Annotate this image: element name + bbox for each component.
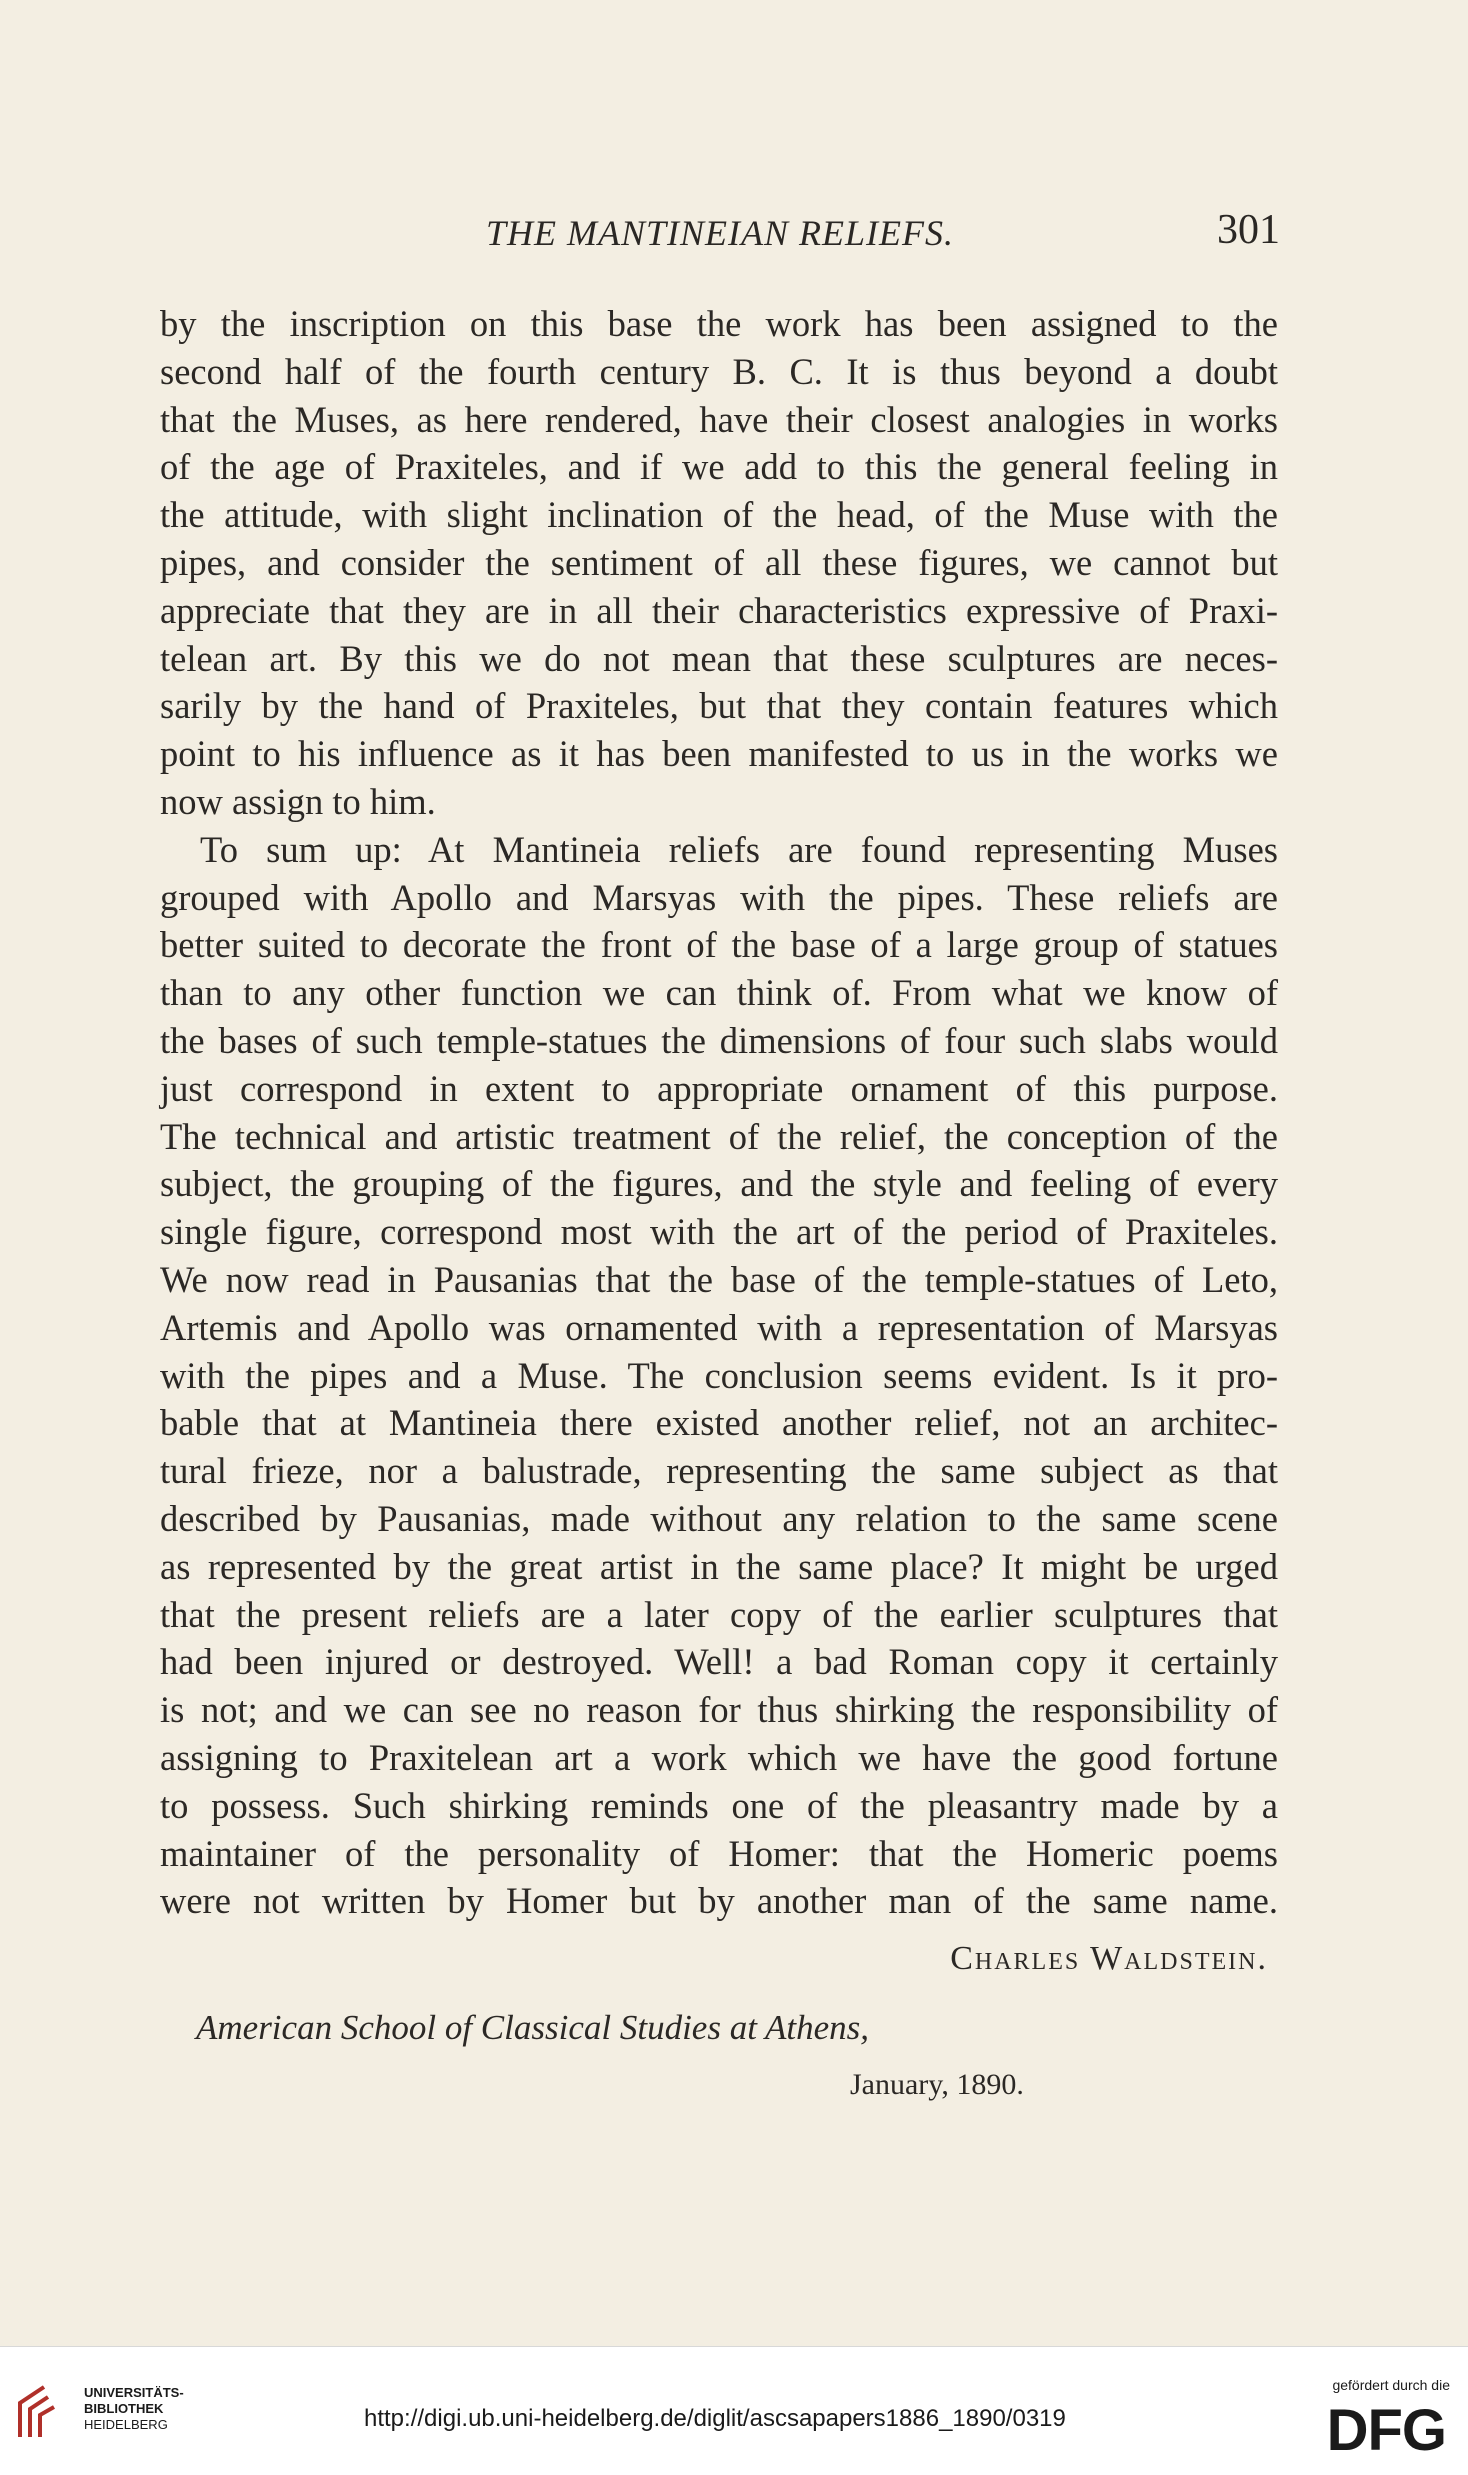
text-line: The technical and artistic treatment of the relief, the conception of the — [160, 1115, 1278, 1157]
library-name-line: BIBLIOTHEK — [84, 2401, 164, 2416]
text-line: better suited to decorate the front of the base of a large group of statues — [160, 924, 1278, 966]
text-line: grouped with Apollo and Marsyas with the pipes. These reliefs are — [160, 876, 1278, 918]
text-line: tural frieze, nor a balustrade, representing the same subject as that — [160, 1450, 1278, 1492]
funder-caption: gefördert durch die — [1332, 2377, 1450, 2393]
text-line: were not written by Homer but by another man of the same name. — [160, 1880, 1278, 1922]
text-line: single figure, correspond most with the art of the period of Praxiteles. — [160, 1211, 1278, 1253]
source-url-link[interactable]: http://digi.ub.uni-heidelberg.de/diglit/ascsapapers1886_1890/0319 — [364, 2405, 1066, 2432]
text-line: assigning to Praxitelean art a work which we have the good fortune — [160, 1736, 1278, 1778]
library-logo-icon — [14, 2381, 74, 2441]
library-name-line: HEIDELBERG — [84, 2417, 168, 2432]
author-affiliation: American School of Classical Studies at Athens, — [196, 2008, 870, 2047]
text-line: To sum up: At Mantineia reliefs are found representing Muses — [200, 828, 1278, 870]
running-head — [160, 207, 1280, 272]
text-line: with the pipes and a Muse. The conclusion seems evident. Is it pro- — [160, 1354, 1278, 1396]
text-line: Artemis and Apollo was ornamented with a representation of Marsyas — [160, 1306, 1278, 1348]
text-line: had been injured or destroyed. Well! a bad Roman copy it certainly — [160, 1641, 1278, 1683]
text-line: We now read in Pausanias that the base of the temple-statues of Leto, — [160, 1258, 1278, 1300]
text-line: the attitude, with slight inclination of the head, of the Muse with the — [160, 494, 1278, 536]
text-line: of the age of Praxiteles, and if we add to this the general feeling in — [160, 446, 1278, 488]
text-line: described by Pausanias, made without any relation to the same scene — [160, 1497, 1278, 1539]
library-name — [84, 2385, 184, 2433]
text-line: than to any other function we can think of. From what we know of — [160, 972, 1278, 1014]
text-line: as represented by the great artist in the same place? It might be urged — [160, 1545, 1278, 1587]
dfg-logo: DFG — [1326, 2398, 1446, 2463]
text-line: pipes, and consider the sentiment of all these figures, we cannot but — [160, 541, 1278, 583]
text-line: that the present reliefs are a later copy of the earlier sculptures that — [160, 1593, 1278, 1635]
text-line: second half of the fourth century B. C. It is thus beyond a doubt — [160, 350, 1278, 392]
dateline: January, 1890. — [850, 2068, 1024, 2101]
text-line: to possess. Such shirking reminds one of the pleasantry made by a — [160, 1784, 1278, 1826]
text-line: subject, the grouping of the figures, and the style and feeling of every — [160, 1163, 1278, 1205]
text-line: now assign to him. — [160, 780, 436, 822]
text-line: just correspond in extent to appropriate ornament of this purpose. — [160, 1067, 1278, 1109]
text-line: that the Muses, as here rendered, have their closest analogies in works — [160, 398, 1278, 440]
text-line: telean art. By this we do not mean that these sculptures are neces- — [160, 637, 1278, 679]
digitization-footer — [0, 2346, 1468, 2475]
text-line: the bases of such temple-statues the dimensions of four such slabs would — [160, 1019, 1278, 1061]
page-number: 301 — [1217, 207, 1280, 253]
running-title: THE MANTINEIAN RELIEFS. — [486, 213, 954, 253]
author-signature: Charles Waldstein. — [950, 1940, 1268, 1977]
library-name-line: UNIVERSITÄTS- — [84, 2385, 184, 2400]
text-line: maintainer of the personality of Homer: that the Homeric poems — [160, 1832, 1278, 1874]
text-line: sarily by the hand of Praxiteles, but that they contain features which — [160, 685, 1278, 727]
body-text — [160, 300, 1278, 1925]
text-line: by the inscription on this base the work has been assigned to the — [160, 303, 1278, 344]
text-line: is not; and we can see no reason for thus shirking the responsibility of — [160, 1689, 1278, 1731]
text-line: bable that at Mantineia there existed another relief, not an architec- — [160, 1402, 1278, 1444]
text-line: point to his influence as it has been manifested to us in the works we — [160, 733, 1278, 775]
text-line: appreciate that they are in all their characteristics expressive of Praxi- — [160, 589, 1278, 631]
